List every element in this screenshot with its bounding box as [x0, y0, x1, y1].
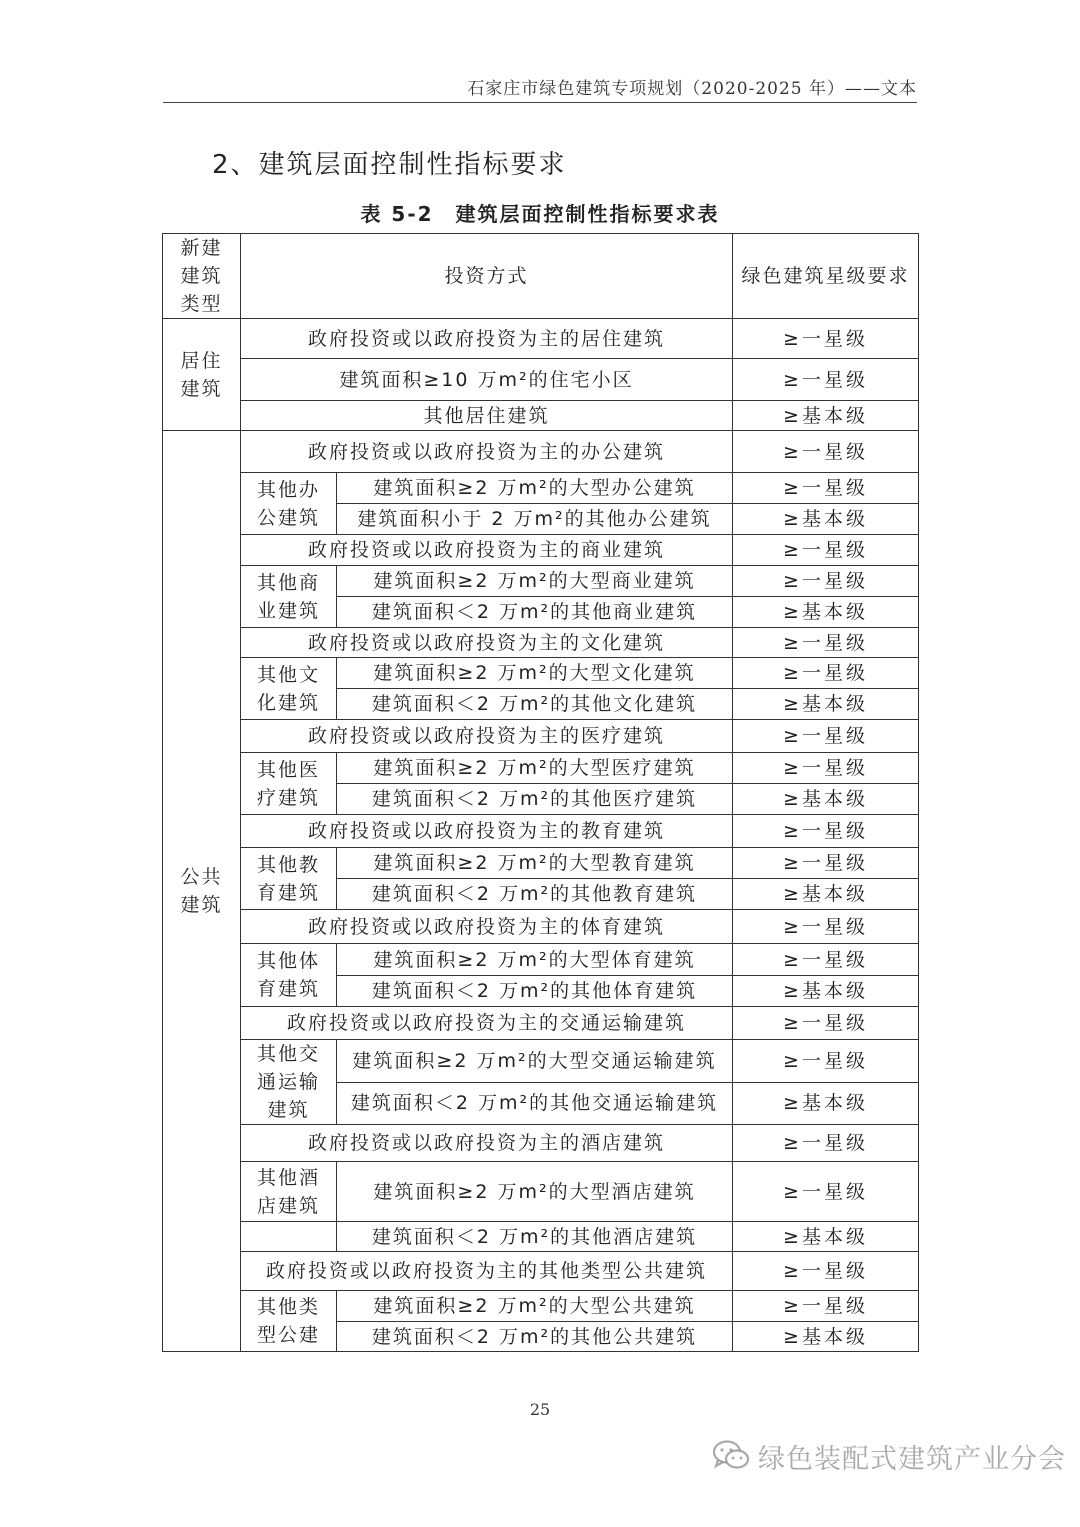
investment-method-cell: 政府投资或以政府投资为主的教育建筑: [241, 815, 733, 848]
watermark: [712, 1436, 1066, 1476]
subcategory-cell: 其他体育建筑: [241, 944, 337, 1007]
star-requirement-cell: ≥一星级: [733, 1007, 919, 1040]
subcategory-cell: 其他文化建筑: [241, 658, 337, 720]
subcategory-cell: 其他医疗建筑: [241, 753, 337, 815]
table-header-row: [163, 234, 919, 319]
header-rule: [163, 102, 917, 103]
table-row: [163, 848, 919, 879]
star-requirement-cell: ≥基本级: [733, 504, 919, 535]
table-row: [163, 944, 919, 976]
star-requirement-cell: ≥基本级: [733, 597, 919, 628]
star-requirement-cell: ≥基本级: [733, 784, 919, 815]
header-cell-method: 投资方式: [241, 234, 733, 319]
table-row: [163, 431, 919, 473]
star-requirement-cell: ≥一星级: [733, 1162, 919, 1222]
investment-method-cell: 建筑面积≥2 万m²的大型教育建筑: [337, 848, 733, 879]
star-requirement-cell: ≥一星级: [733, 359, 919, 401]
investment-method-cell: 建筑面积≥2 万m²的大型交通运输建筑: [337, 1040, 733, 1083]
investment-method-cell: 政府投资或以政府投资为主的酒店建筑: [241, 1125, 733, 1162]
subcategory-cell: 其他类型公建: [241, 1291, 337, 1352]
investment-method-cell: 政府投资或以政府投资为主的交通运输建筑: [241, 1007, 733, 1040]
building-type-cell: 公共建筑: [163, 431, 241, 1352]
table-row: [163, 473, 919, 504]
star-requirement-cell: ≥一星级: [733, 910, 919, 944]
table-row: [163, 720, 919, 753]
table-row: [163, 319, 919, 359]
table-caption: 表 5-2 建筑层面控制性指标要求表: [360, 202, 720, 226]
investment-method-cell: 建筑面积＜2 万m²的其他交通运输建筑: [337, 1082, 733, 1125]
star-requirement-cell: ≥一星级: [733, 1040, 919, 1083]
subcategory-cell: 其他办公建筑: [241, 473, 337, 535]
header-cell-type: 新建建筑类型: [163, 234, 241, 319]
wechat-icon: [712, 1439, 750, 1473]
table-row: [163, 535, 919, 566]
investment-method-cell: 政府投资或以政府投资为主的办公建筑: [241, 431, 733, 473]
star-requirement-cell: ≥一星级: [733, 431, 919, 473]
table-row: [163, 1007, 919, 1040]
requirements-table-body: [163, 234, 919, 1352]
investment-method-cell: 建筑面积＜2 万m²的其他公共建筑: [337, 1322, 733, 1352]
requirements-table: [162, 233, 919, 1352]
star-requirement-cell: ≥基本级: [733, 689, 919, 720]
table-row: [163, 566, 919, 597]
star-requirement-cell: ≥一星级: [733, 535, 919, 566]
star-requirement-cell: ≥一星级: [733, 658, 919, 689]
header-cell-requirement: 绿色建筑星级要求: [733, 234, 919, 319]
table-row: [163, 628, 919, 658]
subcategory-cell: 其他教育建筑: [241, 848, 337, 910]
star-requirement-cell: ≥基本级: [733, 1082, 919, 1125]
star-requirement-cell: ≥一星级: [733, 319, 919, 359]
star-requirement-cell: ≥一星级: [733, 944, 919, 976]
star-requirement-cell: ≥一星级: [733, 566, 919, 597]
running-header: 石家庄市绿色建筑专项规划（2020-2025 年）——文本: [467, 79, 917, 99]
investment-method-cell: 政府投资或以政府投资为主的其他类型公共建筑: [241, 1252, 733, 1291]
investment-method-cell: 建筑面积≥2 万m²的大型商业建筑: [337, 566, 733, 597]
subcategory-cell: 其他交通运输建筑: [241, 1040, 337, 1125]
star-requirement-cell: ≥基本级: [733, 1222, 919, 1252]
investment-method-cell: 建筑面积＜2 万m²的其他商业建筑: [337, 597, 733, 628]
investment-method-cell: 政府投资或以政府投资为主的文化建筑: [241, 628, 733, 658]
table-row: [163, 359, 919, 401]
star-requirement-cell: ≥基本级: [733, 401, 919, 431]
table-row: [163, 658, 919, 689]
investment-method-cell: 政府投资或以政府投资为主的体育建筑: [241, 910, 733, 944]
investment-method-cell: 政府投资或以政府投资为主的商业建筑: [241, 535, 733, 566]
investment-method-cell: 建筑面积小于 2 万m²的其他办公建筑: [337, 504, 733, 535]
star-requirement-cell: ≥一星级: [733, 753, 919, 784]
star-requirement-cell: ≥一星级: [733, 1252, 919, 1291]
table-row: [163, 1040, 919, 1083]
investment-method-cell: 建筑面积＜2 万m²的其他酒店建筑: [337, 1222, 733, 1252]
investment-method-cell: 建筑面积≥2 万m²的大型办公建筑: [337, 473, 733, 504]
table-row: [163, 1125, 919, 1162]
star-requirement-cell: ≥一星级: [733, 815, 919, 848]
star-requirement-cell: ≥一星级: [733, 1291, 919, 1322]
table-row: [163, 1252, 919, 1291]
star-requirement-cell: ≥基本级: [733, 879, 919, 910]
investment-method-cell: 建筑面积≥2 万m²的大型酒店建筑: [337, 1162, 733, 1222]
star-requirement-cell: ≥基本级: [733, 976, 919, 1007]
investment-method-cell: 建筑面积≥10 万m²的住宅小区: [241, 359, 733, 401]
investment-method-cell: 建筑面积≥2 万m²的大型文化建筑: [337, 658, 733, 689]
section-heading: 2、建筑层面控制性指标要求: [212, 150, 567, 180]
star-requirement-cell: ≥一星级: [733, 628, 919, 658]
table-row: [163, 910, 919, 944]
investment-method-cell: 建筑面积≥2 万m²的大型体育建筑: [337, 944, 733, 976]
subcategory-cell: 其他酒店建筑: [241, 1162, 337, 1222]
star-requirement-cell: ≥一星级: [733, 473, 919, 504]
table-row: [163, 1222, 919, 1252]
star-requirement-cell: ≥一星级: [733, 848, 919, 879]
investment-method-cell: 其他居住建筑: [241, 401, 733, 431]
subcategory-cell: 其他商业建筑: [241, 566, 337, 628]
subcategory-cell: [241, 1222, 337, 1252]
building-type-cell: 居住建筑: [163, 319, 241, 431]
investment-method-cell: 建筑面积≥2 万m²的大型公共建筑: [337, 1291, 733, 1322]
investment-method-cell: 建筑面积＜2 万m²的其他文化建筑: [337, 689, 733, 720]
investment-method-cell: 政府投资或以政府投资为主的居住建筑: [241, 319, 733, 359]
investment-method-cell: 政府投资或以政府投资为主的医疗建筑: [241, 720, 733, 753]
investment-method-cell: 建筑面积＜2 万m²的其他教育建筑: [337, 879, 733, 910]
table-row: [163, 401, 919, 431]
star-requirement-cell: ≥一星级: [733, 1125, 919, 1162]
star-requirement-cell: ≥基本级: [733, 1322, 919, 1352]
watermark-text: 绿色装配式建筑产业分会: [758, 1443, 1066, 1475]
star-requirement-cell: ≥一星级: [733, 720, 919, 753]
investment-method-cell: 建筑面积＜2 万m²的其他医疗建筑: [337, 784, 733, 815]
page-number: 25: [529, 1400, 551, 1419]
table-row: [163, 1291, 919, 1322]
table-row: [163, 753, 919, 784]
investment-method-cell: 建筑面积＜2 万m²的其他体育建筑: [337, 976, 733, 1007]
table-row: [163, 1162, 919, 1222]
table-row: [163, 815, 919, 848]
investment-method-cell: 建筑面积≥2 万m²的大型医疗建筑: [337, 753, 733, 784]
